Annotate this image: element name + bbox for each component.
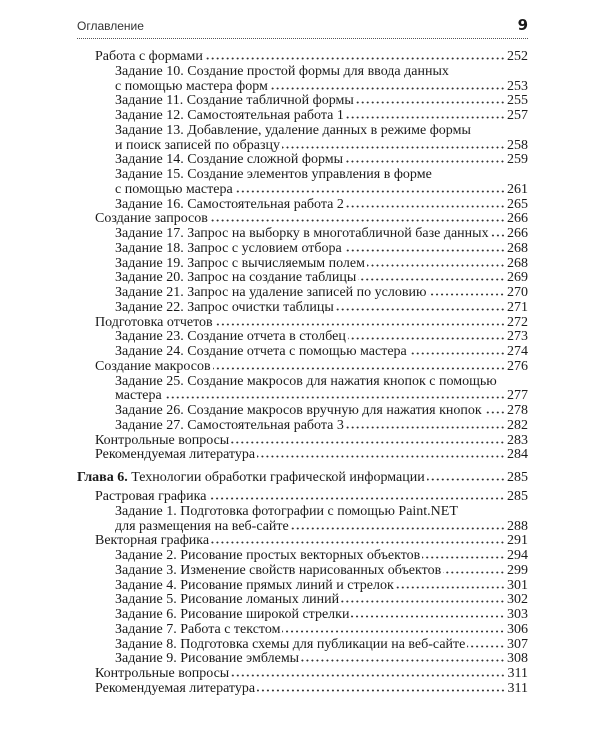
dot-leader	[301, 659, 505, 662]
toc-task-entry[interactable]	[77, 520, 528, 535]
dot-leader	[205, 57, 505, 60]
toc-task-entry[interactable]	[77, 638, 528, 653]
toc-page-number: 268	[507, 255, 528, 271]
toc-task-entry[interactable]	[77, 579, 528, 594]
toc-task-entry[interactable]	[77, 198, 528, 213]
toc-page-number: 266	[507, 226, 528, 241]
toc-page-number: 299	[507, 562, 528, 578]
toc-page-number: 273	[507, 329, 528, 345]
toc-entry-title: Задание 2. Рисование простых векторных объектов	[115, 548, 421, 563]
dot-leader	[346, 426, 505, 429]
toc-page-number: 278	[507, 403, 528, 418]
dot-leader	[231, 441, 505, 444]
toc-task-entry[interactable]	[77, 389, 528, 404]
toc-task-entry[interactable]	[77, 286, 528, 301]
toc-task-entry[interactable]	[77, 593, 528, 608]
dot-leader	[210, 219, 505, 222]
chapter-label: Глава 6.	[77, 470, 128, 485]
chapter-title: Технологии обработки графической информации	[131, 470, 425, 485]
toc-entry-title: Задание 6. Рисование широкой стрелки	[115, 607, 350, 622]
dot-leader	[358, 278, 505, 281]
toc-page-number: 288	[507, 518, 528, 534]
toc-entry-title: Подготовка отчетов	[95, 314, 213, 330]
dot-leader	[282, 630, 505, 633]
toc-entry-title: Задание 7. Работа с текстом	[115, 621, 281, 637]
toc-task-entry[interactable]	[77, 257, 528, 272]
dot-leader	[235, 190, 505, 193]
toc-page-number: 276	[507, 358, 528, 374]
toc-task-entry[interactable]	[77, 549, 528, 564]
dot-leader	[208, 497, 505, 500]
toc-task-entry[interactable]	[77, 505, 528, 520]
dot-leader	[257, 689, 505, 692]
dot-leader	[351, 615, 505, 618]
dot-leader	[282, 146, 505, 149]
dot-leader	[367, 264, 505, 267]
toc-section-entry[interactable]	[77, 534, 528, 549]
page-number: 9	[517, 16, 528, 34]
toc-page-number: 285	[507, 470, 528, 485]
toc-entry-title: Контрольные вопросы	[95, 432, 230, 448]
toc-task-entry[interactable]	[77, 345, 528, 360]
toc-page-number: 294	[507, 548, 528, 563]
toc-entry-title: Векторная графика	[95, 533, 210, 549]
dot-leader	[422, 556, 505, 559]
dot-leader	[345, 160, 505, 163]
toc-task-entry[interactable]	[77, 564, 528, 579]
toc-task-entry[interactable]	[77, 623, 528, 638]
dot-leader	[428, 293, 505, 296]
toc-page-number: 268	[507, 240, 528, 256]
dot-leader	[164, 396, 505, 399]
toc-entry-title: Задание 9. Рисование эмблемы	[115, 651, 300, 667]
toc-page-number: 274	[507, 344, 528, 359]
dot-leader	[215, 323, 505, 326]
toc-task-entry[interactable]	[77, 419, 528, 434]
toc-task-entry[interactable]	[77, 404, 528, 419]
toc-page-number: 311	[507, 666, 528, 681]
toc-entry-title: Задание 16. Самостоятельная работа 2	[115, 196, 344, 212]
dot-leader	[257, 455, 505, 458]
toc-entry-title: Рекомендуемая литература	[95, 447, 256, 463]
toc-entry-title: Контрольные вопросы	[95, 666, 230, 681]
toc-page-number: 302	[507, 592, 528, 608]
dot-leader	[409, 352, 505, 355]
toc-entry-title: Рекомендуемая литература	[95, 680, 256, 696]
toc-task-entry[interactable]	[77, 375, 528, 390]
toc-page-number: 255	[507, 93, 528, 109]
toc-entry-title: Задание 14. Создание сложной формы	[115, 152, 344, 168]
toc-entry-title: Задание 5. Рисование ломаных линий	[115, 592, 340, 608]
toc-entry-title: Задание 17. Запрос на выборку в многотабличной базе данных	[115, 226, 489, 241]
toc-entry-title: Задание 23. Создание отчета в столбец	[115, 329, 346, 345]
toc-page-number: 307	[507, 636, 528, 652]
toc-section-entry[interactable]	[77, 360, 528, 375]
toc-task-entry[interactable]	[77, 65, 528, 80]
dot-leader	[211, 541, 505, 544]
toc-entry-title: Задание 1. Подготовка фотографии с помощью Paint.NET	[115, 503, 458, 519]
toc-section-chapter6	[77, 490, 528, 697]
dot-leader	[270, 87, 505, 90]
toc-entry-title: Создание макросов	[95, 358, 211, 374]
toc-page-number: 311	[507, 680, 528, 696]
toc-section-entry[interactable]	[77, 50, 528, 65]
toc-entry-title: Задание 21. Запрос на удаление записей по условию	[115, 285, 427, 300]
dot-leader	[427, 478, 505, 481]
toc-task-entry[interactable]	[77, 271, 528, 286]
toc-entry-title: Задание 15. Создание элементов управления в форме	[115, 167, 432, 182]
toc-entry-title: Задание 11. Создание табличной формы	[115, 93, 354, 109]
dot-leader	[346, 205, 505, 208]
toc-entry-title: Задание 4. Рисование прямых линий и стрелок	[115, 577, 394, 593]
dot-leader	[291, 527, 505, 530]
toc-task-entry[interactable]	[77, 153, 528, 168]
toc-task-entry[interactable]	[77, 330, 528, 345]
dot-leader	[356, 101, 505, 104]
toc-task-entry[interactable]	[77, 139, 528, 154]
toc-page-number: 284	[507, 447, 528, 463]
toc-entry-title: Задание 3. Изменение свойств нарисованных объектов	[115, 562, 442, 578]
toc-page-number: 259	[507, 152, 528, 168]
toc-entry-title: Работа с формами	[95, 49, 203, 64]
toc-task-entry[interactable]	[77, 80, 528, 95]
toc-page-number: 258	[507, 137, 528, 153]
toc-task-entry[interactable]	[77, 652, 528, 667]
toc-task-entry[interactable]	[77, 124, 528, 139]
toc-section-entry[interactable]	[77, 434, 528, 449]
toc-page-number: 285	[507, 489, 528, 504]
toc-entry-title: и поиск записей по образцу	[115, 137, 280, 153]
toc-task-entry[interactable]	[77, 608, 528, 623]
toc-entry-title: для размещения на веб-сайте	[115, 518, 289, 534]
toc-page-number: 283	[507, 432, 528, 448]
toc-entry-title: Задание 10. Создание простой формы для ввода данных	[115, 63, 449, 79]
toc-page-number: 257	[507, 108, 528, 123]
toc-section-entry[interactable]	[77, 448, 528, 463]
toc-page-number: 253	[507, 78, 528, 94]
toc-entry-title: Задание 8. Подготовка схемы для публикации на веб-сайте	[115, 636, 466, 652]
toc-section-entry[interactable]	[77, 212, 528, 227]
toc-entry-title: Задание 25. Создание макросов для нажатия кнопок с помощью	[115, 373, 497, 389]
toc-page-number: 270	[507, 285, 528, 300]
toc-task-entry[interactable]	[77, 94, 528, 109]
dot-leader	[346, 116, 505, 119]
toc-page-number: 252	[507, 49, 528, 64]
toc-entry-title: с помощью мастера	[115, 181, 233, 197]
toc-page-number: 272	[507, 314, 528, 330]
toc-page-number: 261	[507, 181, 528, 197]
toc-page-number: 301	[507, 577, 528, 593]
toc-entry-title: Задание 27. Самостоятельная работа 3	[115, 417, 344, 433]
toc-page-number: 266	[507, 211, 528, 227]
toc-page-number: 277	[507, 388, 528, 404]
toc-entry-title: Задание 26. Создание макросов вручную для нажатия кнопок	[115, 403, 482, 418]
toc-entry-chapter-6[interactable]	[77, 471, 528, 486]
dot-leader	[396, 586, 505, 589]
toc-entry-title: с помощью мастера форм	[115, 78, 268, 94]
dot-leader	[348, 337, 505, 340]
toc-entry-title: Растровая графика	[95, 489, 207, 504]
toc-entry-title: Задание 22. Запрос очистки таблицы	[115, 299, 334, 315]
dot-leader	[491, 234, 505, 237]
toc-section-entry[interactable]	[77, 682, 528, 697]
toc-page-number: 308	[507, 651, 528, 667]
toc-page-number: 271	[507, 299, 528, 315]
toc-entry-title: мастера	[115, 388, 162, 404]
toc-entry-title: Задание 20. Запрос на создание таблицы	[115, 270, 357, 286]
toc-page-number: 269	[507, 270, 528, 286]
toc-entry-title: Задание 13. Добавление, удаление данных в режиме формы	[115, 122, 471, 138]
toc-chapter-heading	[77, 471, 528, 486]
toc-task-entry[interactable]	[77, 242, 528, 257]
toc-entry-title: Задание 18. Запрос с условием отбора	[115, 240, 342, 256]
toc-task-entry[interactable]	[77, 109, 528, 124]
running-header	[77, 16, 528, 39]
dot-leader	[484, 411, 505, 414]
toc-section-entry[interactable]	[77, 490, 528, 505]
toc-entry-title: Создание запросов	[95, 211, 208, 227]
running-header-title: Оглавление	[77, 19, 144, 33]
dot-leader	[341, 600, 505, 603]
toc-page-number: 306	[507, 621, 528, 637]
toc-page-number: 303	[507, 607, 528, 622]
toc-entry-title: Задание 19. Запрос с вычисляемым полем	[115, 255, 365, 271]
toc-page-number: 291	[507, 533, 528, 549]
toc-section-entry[interactable]	[77, 667, 528, 682]
dot-leader	[336, 308, 505, 311]
toc-task-entry[interactable]	[77, 168, 528, 183]
toc-task-entry[interactable]	[77, 183, 528, 198]
dot-leader	[443, 571, 505, 574]
toc-page-number: 265	[507, 196, 528, 212]
toc-task-entry[interactable]	[77, 227, 528, 242]
toc-page-number: 282	[507, 417, 528, 433]
dot-leader	[231, 674, 505, 677]
toc-section-chapter5-continued	[77, 50, 528, 463]
toc-section-entry[interactable]	[77, 316, 528, 331]
dot-leader	[344, 249, 505, 252]
toc-entry-title: Задание 12. Самостоятельная работа 1	[115, 108, 344, 123]
dot-leader	[213, 367, 505, 370]
toc-task-entry[interactable]	[77, 301, 528, 316]
toc-entry-title: Задание 24. Создание отчета с помощью мастера	[115, 344, 407, 359]
dot-leader	[467, 645, 505, 648]
